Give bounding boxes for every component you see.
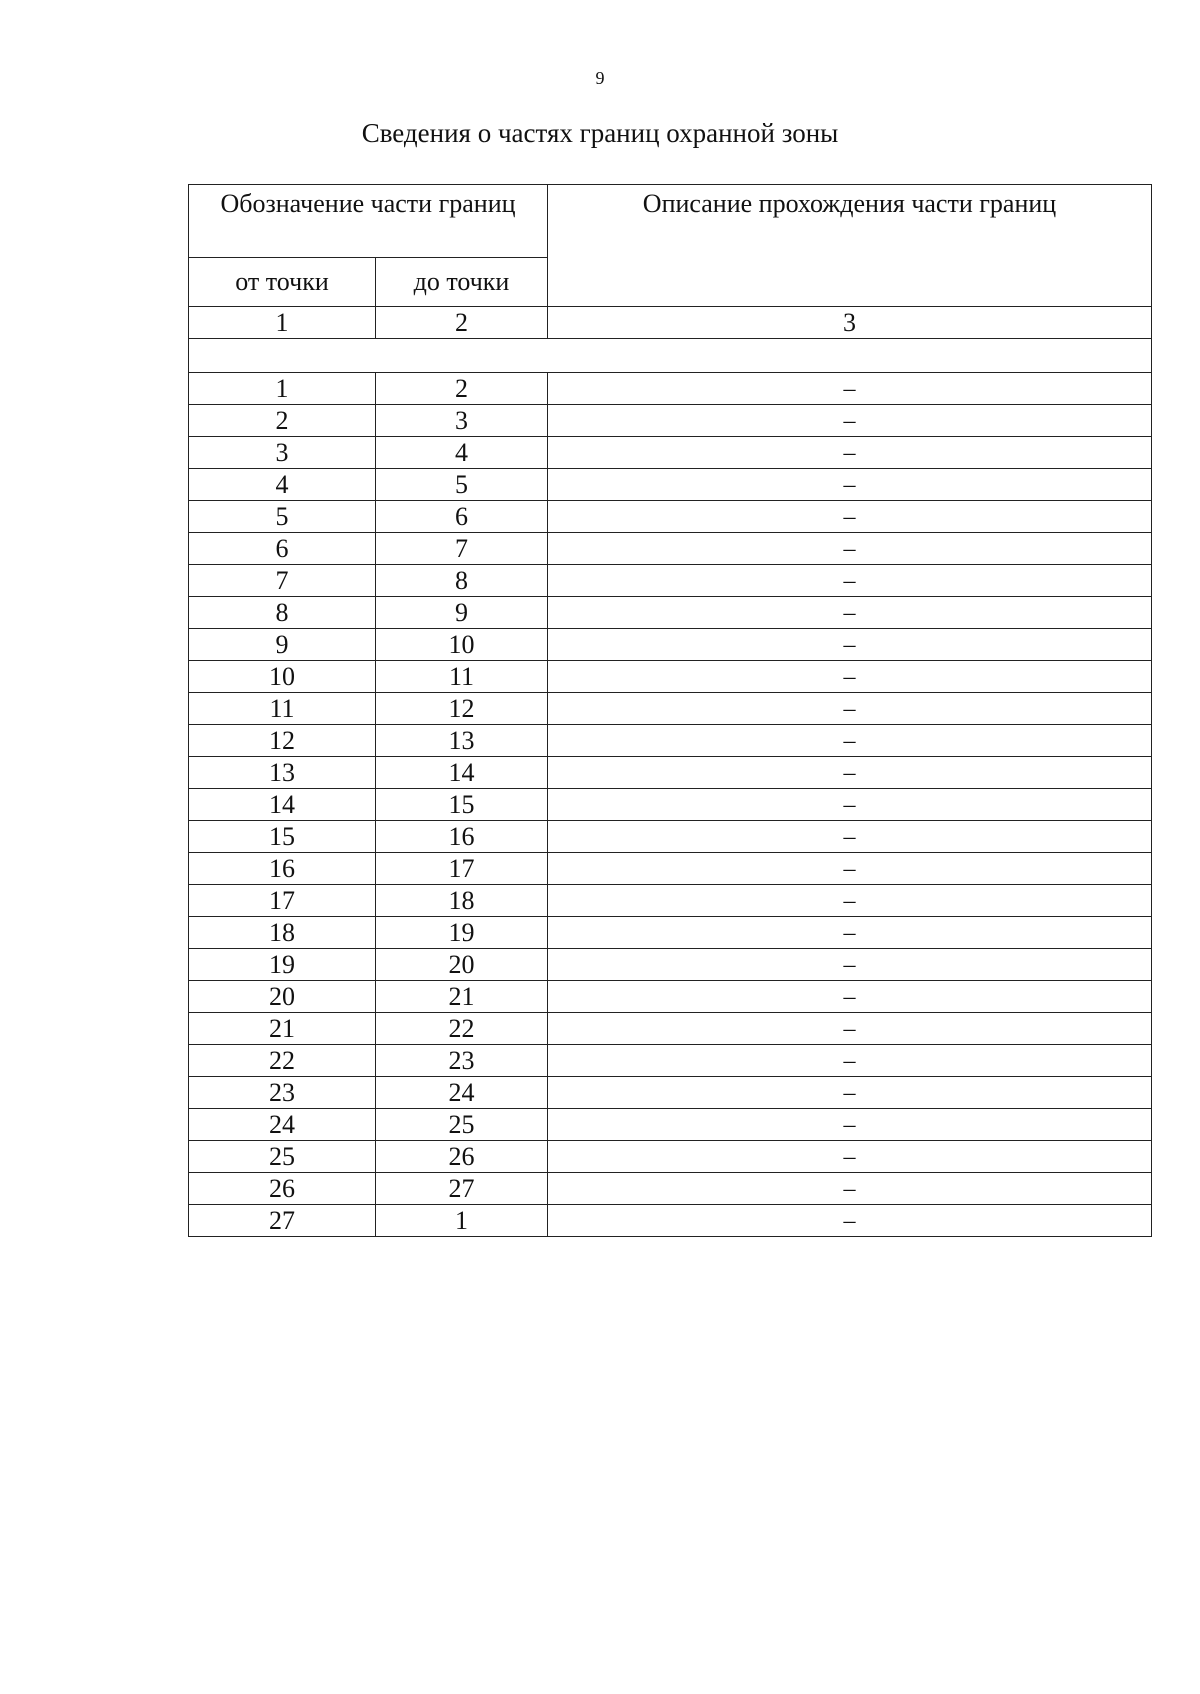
cell-from-point: 14 [189, 789, 376, 821]
table-row [189, 533, 1152, 565]
cell-from-point: 26 [189, 1173, 376, 1205]
cell-description: – [548, 1205, 1152, 1237]
cell-from-point: 1 [189, 373, 376, 405]
table-row [189, 981, 1152, 1013]
column-number-3: 3 [548, 307, 1152, 339]
table-row [189, 437, 1152, 469]
table-row [189, 661, 1152, 693]
cell-from-point: 13 [189, 757, 376, 789]
cell-to-point: 17 [376, 853, 548, 885]
table-row [189, 693, 1152, 725]
cell-from-point: 23 [189, 1077, 376, 1109]
cell-from-point: 19 [189, 949, 376, 981]
empty-section-cell [189, 339, 1152, 373]
cell-description: – [548, 373, 1152, 405]
page-title: Сведения о частях границ охранной зоны [361, 118, 839, 148]
table-row [189, 405, 1152, 437]
cell-to-point: 11 [376, 661, 548, 693]
cell-to-point: 9 [376, 597, 548, 629]
cell-to-point: 2 [376, 373, 548, 405]
cell-description: – [548, 501, 1152, 533]
cell-to-point: 7 [376, 533, 548, 565]
column-number-2: 2 [376, 307, 548, 339]
cell-from-point: 22 [189, 1045, 376, 1077]
page-number: 9 [595, 68, 605, 88]
table-row [189, 885, 1152, 917]
empty-section-row [189, 339, 1152, 373]
header-designation: Обозначение части границ [189, 185, 548, 258]
table-row [189, 789, 1152, 821]
cell-to-point: 13 [376, 725, 548, 757]
table-row [189, 1013, 1152, 1045]
cell-to-point: 23 [376, 1045, 548, 1077]
table-row [189, 1077, 1152, 1109]
cell-from-point: 2 [189, 405, 376, 437]
table-row [189, 597, 1152, 629]
cell-from-point: 8 [189, 597, 376, 629]
cell-from-point: 17 [189, 885, 376, 917]
table-row [189, 853, 1152, 885]
table-header-row [189, 185, 1152, 258]
cell-from-point: 12 [189, 725, 376, 757]
cell-to-point: 26 [376, 1141, 548, 1173]
cell-to-point: 10 [376, 629, 548, 661]
cell-description: – [548, 405, 1152, 437]
table-row [189, 725, 1152, 757]
cell-to-point: 8 [376, 565, 548, 597]
table-row [189, 757, 1152, 789]
cell-to-point: 24 [376, 1077, 548, 1109]
cell-description: – [548, 917, 1152, 949]
table-row [189, 1045, 1152, 1077]
cell-to-point: 4 [376, 437, 548, 469]
cell-description: – [548, 725, 1152, 757]
cell-from-point: 11 [189, 693, 376, 725]
cell-from-point: 25 [189, 1141, 376, 1173]
table-row [189, 629, 1152, 661]
table-row [189, 1205, 1152, 1237]
cell-description: – [548, 853, 1152, 885]
cell-from-point: 10 [189, 661, 376, 693]
table-row [189, 917, 1152, 949]
cell-from-point: 24 [189, 1109, 376, 1141]
cell-from-point: 5 [189, 501, 376, 533]
header-from-point: от точки [189, 258, 376, 307]
cell-description: – [548, 1173, 1152, 1205]
cell-to-point: 19 [376, 917, 548, 949]
cell-to-point: 27 [376, 1173, 548, 1205]
table-row [189, 1141, 1152, 1173]
table-row [189, 469, 1152, 501]
cell-from-point: 20 [189, 981, 376, 1013]
cell-to-point: 18 [376, 885, 548, 917]
table-row [189, 821, 1152, 853]
header-to-point: до точки [376, 258, 548, 307]
cell-description: – [548, 629, 1152, 661]
cell-description: – [548, 981, 1152, 1013]
boundary-parts-table [188, 184, 1152, 1237]
cell-to-point: 15 [376, 789, 548, 821]
cell-description: – [548, 1013, 1152, 1045]
cell-description: – [548, 1045, 1152, 1077]
cell-to-point: 12 [376, 693, 548, 725]
cell-description: – [548, 885, 1152, 917]
cell-to-point: 3 [376, 405, 548, 437]
cell-to-point: 14 [376, 757, 548, 789]
cell-description: – [548, 789, 1152, 821]
cell-description: – [548, 1109, 1152, 1141]
cell-description: – [548, 469, 1152, 501]
cell-from-point: 15 [189, 821, 376, 853]
header-description: Описание прохождения части границ [548, 185, 1152, 307]
cell-from-point: 4 [189, 469, 376, 501]
cell-to-point: 20 [376, 949, 548, 981]
column-number-1: 1 [189, 307, 376, 339]
cell-from-point: 6 [189, 533, 376, 565]
table-row [189, 1109, 1152, 1141]
table-row [189, 949, 1152, 981]
cell-description: – [548, 1077, 1152, 1109]
cell-to-point: 5 [376, 469, 548, 501]
cell-description: – [548, 693, 1152, 725]
cell-description: – [548, 533, 1152, 565]
cell-from-point: 21 [189, 1013, 376, 1045]
cell-to-point: 21 [376, 981, 548, 1013]
cell-to-point: 1 [376, 1205, 548, 1237]
cell-from-point: 3 [189, 437, 376, 469]
cell-to-point: 16 [376, 821, 548, 853]
cell-description: – [548, 661, 1152, 693]
table-row [189, 1173, 1152, 1205]
cell-description: – [548, 437, 1152, 469]
cell-description: – [548, 949, 1152, 981]
cell-to-point: 22 [376, 1013, 548, 1045]
cell-description: – [548, 1141, 1152, 1173]
table-row [189, 565, 1152, 597]
cell-from-point: 16 [189, 853, 376, 885]
column-number-row [189, 307, 1152, 339]
cell-from-point: 18 [189, 917, 376, 949]
cell-to-point: 6 [376, 501, 548, 533]
cell-description: – [548, 597, 1152, 629]
cell-description: – [548, 565, 1152, 597]
cell-from-point: 7 [189, 565, 376, 597]
cell-from-point: 9 [189, 629, 376, 661]
cell-from-point: 27 [189, 1205, 376, 1237]
table-row [189, 373, 1152, 405]
cell-description: – [548, 757, 1152, 789]
cell-to-point: 25 [376, 1109, 548, 1141]
cell-description: – [548, 821, 1152, 853]
table-row [189, 501, 1152, 533]
